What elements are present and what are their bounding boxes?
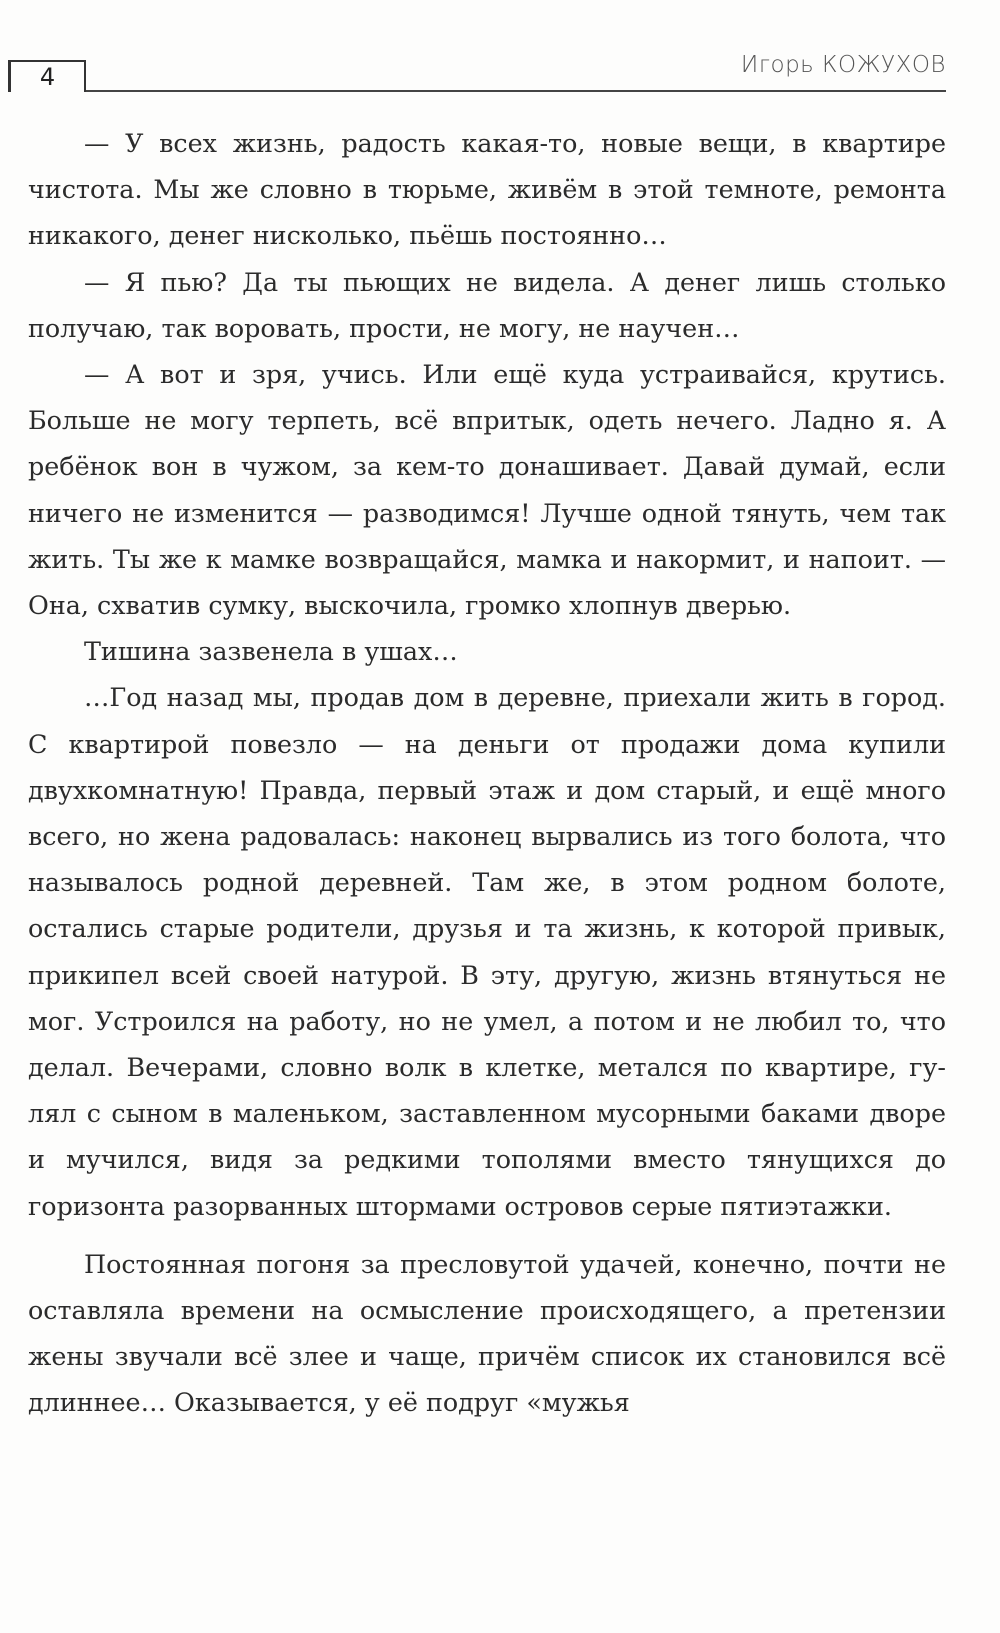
header-rule <box>86 90 946 92</box>
paragraph: — У всех жизнь, радость какая-то, новые вещи, в квартире чистота. Мы же словно в тюрьме, живём в этой темноте, ремонта никакого, денег нисколько, пьёшь постоянно… <box>28 128 946 251</box>
paragraph: Тишина зазвенела в ушах… <box>84 636 458 667</box>
paragraph: — Я пью? Да ты пьющих не видела. А денег лишь столько получаю, так воровать, прости, не могу, не научен… <box>28 266 946 343</box>
page-number: 4 <box>8 60 86 92</box>
body-text <box>28 120 946 1426</box>
running-header <box>8 52 946 92</box>
paragraph: — А вот и зря, учись. Или ещё куда устраивайся, крутись. Больше не могу терпеть, всё впритык, одеть нечего. Ладно я. А ребёнок вон в чужом, за кем-то донашивает. Давай думай, если ничего не изменится — разводимся! Лучше одной тянуть, чем так жить. Ты же к мамке возвращайся, мамка и накормит, и напоит. — Она, схватив сумку, выскочила, громко хлопнув дверью. <box>28 359 946 621</box>
paragraph: …Год назад мы, продав дом в деревне, приехали жить в город. С квартирой повезло — на деньги от продажи дома купили двухкомнатную! Правда, первый этаж и дом старый, и ещё много всего, но жена радовалась: наконец вырвались из того болота, что называлось родной деревней. Там же, в этом родном болоте, остались старые родители, друзья и та жизнь, к которой привык, прикипел всей своей натурой. В эту, другую, жизнь втянуться не мог. Устроился на работу, но не умел, а потом и не любил то, что делал. Вечерами, словно волк в клетке, метался по квартире, гулял с сыном в маленьком, заставленном мусорными баками дворе и мучился, видя за редкими тополями вместо тянущихся до горизонта разорванных штормами островов серые пятиэтажки. <box>28 682 946 1221</box>
paragraph: Постоянная погоня за пресловутой удачей, конечно, почти не оставляла времени на осмысление происходящего, а претензии жены звучали всё злее и чаще, причём список их становился всё длиннее… Оказывается, у её подруг «мужья <box>28 1248 946 1418</box>
author-name: Игорь КОЖУХОВ <box>740 52 946 78</box>
